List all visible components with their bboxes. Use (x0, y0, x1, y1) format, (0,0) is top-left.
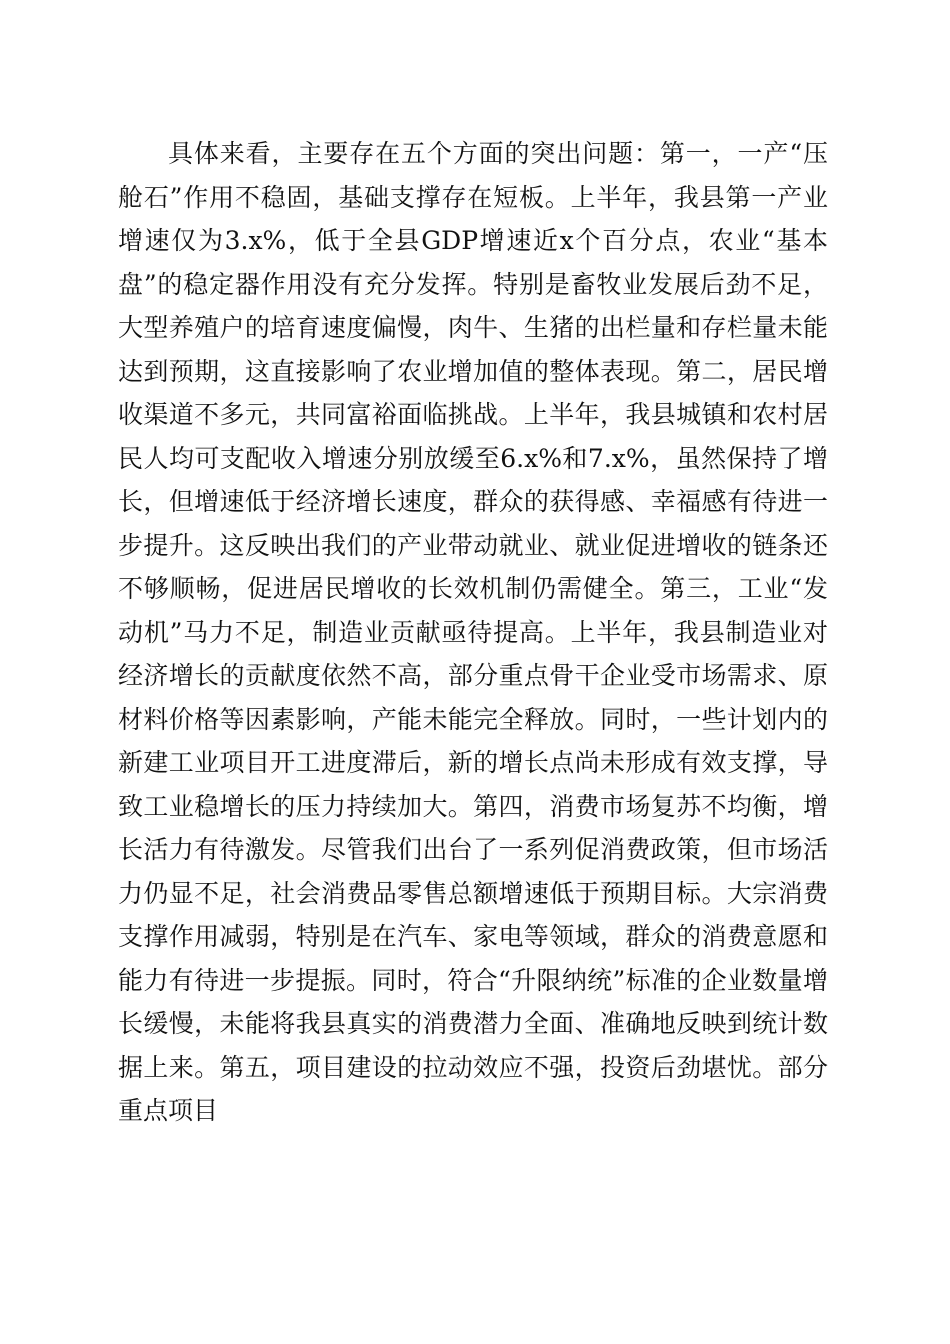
body-paragraph: 具体来看，主要存在五个方面的突出问题：第一，一产“压舱石”作用不稳固，基础支撑存在短板。上半年，我县第一产业增速仅为3.x%，低于全县GDP增速近x个百分点，农业“基本盘”的稳定器作用没有充分发挥。特别是畜牧业发展后劲不足，大型养殖户的培育速度偏慢，肉牛、生猪的出栏量和存栏量未能达到预期，这直接影响了农业增加值的整体表现。第二，居民增收渠道不多元，共同富裕面临挑战。上半年，我县城镇和农村居民人均可支配收入增速分别放缓至6.x%和7.x%，虽然保持了增长，但增速低于经济增长速度，群众的获得感、幸福感有待进一步提升。这反映出我们的产业带动就业、就业促进增收的链条还不够顺畅，促进居民增收的长效机制仍需健全。第三，工业“发动机”马力不足，制造业贡献亟待提高。上半年，我县制造业对经济增长的贡献度依然不高，部分重点骨干企业受市场需求、原材料价格等因素影响，产能未能完全释放。同时，一些计划内的新建工业项目开工进度滞后，新的增长点尚未形成有效支撑，导致工业稳增长的压力持续加大。第四，消费市场复苏不均衡，增长活力有待激发。尽管我们出台了一系列促消费政策，但市场活力仍显不足，社会消费品零售总额增速低于预期目标。大宗消费支撑作用减弱，特别是在汽车、家电等领域，群众的消费意愿和能力有待进一步提振。同时，符合“升限纳统”标准的企业数量增长缓慢，未能将我县真实的消费潜力全面、准确地反映到统计数据上来。第五，项目建设的拉动效应不强，投资后劲堪忧。部分重点项目 (118, 139, 828, 1125)
